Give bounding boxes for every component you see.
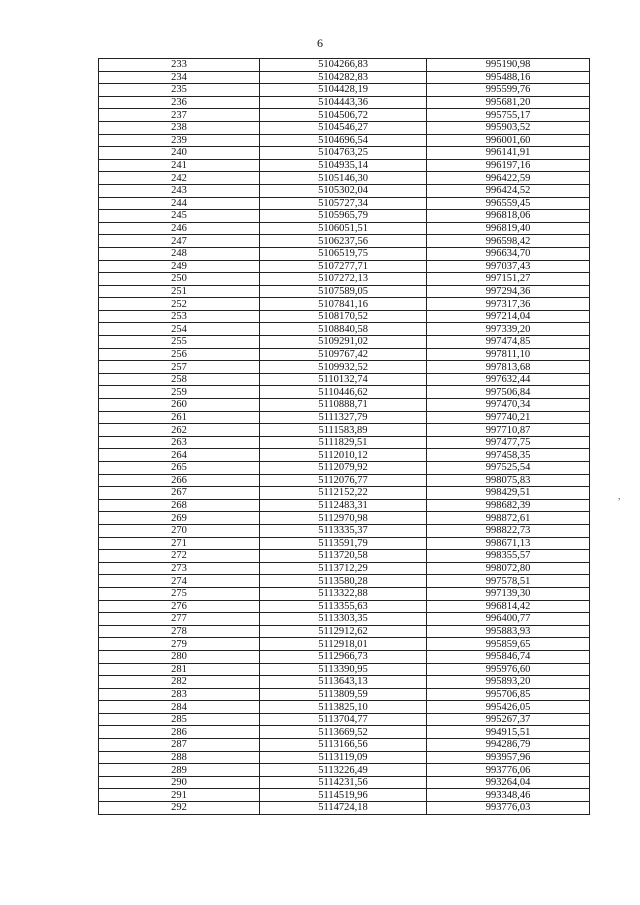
point-number-cell: 266 (99, 474, 260, 487)
table-row (99, 650, 590, 663)
table-row (99, 462, 590, 475)
x-coordinate-cell: 5112912,62 (260, 625, 427, 638)
x-coordinate-cell: 5104266,83 (260, 59, 427, 72)
x-coordinate-cell: 5107841,16 (260, 298, 427, 311)
x-coordinate-cell: 5113825,10 (260, 701, 427, 714)
y-coordinate-cell: 997710,87 (427, 424, 590, 437)
table-row (99, 373, 590, 386)
point-number-cell: 284 (99, 701, 260, 714)
table-row (99, 109, 590, 122)
table-row (99, 713, 590, 726)
point-number-cell: 252 (99, 298, 260, 311)
x-coordinate-cell: 5104696,54 (260, 134, 427, 147)
point-number-cell: 263 (99, 436, 260, 449)
point-number-cell: 285 (99, 713, 260, 726)
point-number-cell: 280 (99, 650, 260, 663)
point-number-cell: 238 (99, 121, 260, 134)
table-row (99, 59, 590, 72)
y-coordinate-cell: 997525,54 (427, 462, 590, 475)
table-row (99, 474, 590, 487)
table-row (99, 336, 590, 349)
table-row (99, 537, 590, 550)
x-coordinate-cell: 5106519,75 (260, 247, 427, 260)
x-coordinate-cell: 5112918,01 (260, 638, 427, 651)
point-number-cell: 254 (99, 323, 260, 336)
x-coordinate-cell: 5106051,51 (260, 222, 427, 235)
point-number-cell: 283 (99, 688, 260, 701)
point-number-cell: 261 (99, 411, 260, 424)
table-row (99, 487, 590, 500)
y-coordinate-cell: 998872,61 (427, 512, 590, 525)
y-coordinate-cell: 996818,06 (427, 210, 590, 223)
y-coordinate-cell: 995859,65 (427, 638, 590, 651)
y-coordinate-cell: 996001,60 (427, 134, 590, 147)
y-coordinate-cell: 995426,05 (427, 701, 590, 714)
x-coordinate-cell: 5104546,27 (260, 121, 427, 134)
table-row (99, 449, 590, 462)
x-coordinate-cell: 5107589,05 (260, 285, 427, 298)
y-coordinate-cell: 995706,85 (427, 688, 590, 701)
table-row (99, 701, 590, 714)
point-number-cell: 290 (99, 776, 260, 789)
y-coordinate-cell: 997470,34 (427, 399, 590, 412)
coordinates-table (98, 58, 590, 815)
y-coordinate-cell: 998072,80 (427, 562, 590, 575)
table-row (99, 247, 590, 260)
x-coordinate-cell: 5112970,98 (260, 512, 427, 525)
table-row (99, 550, 590, 563)
point-number-cell: 243 (99, 184, 260, 197)
table-row (99, 399, 590, 412)
y-coordinate-cell: 996422,59 (427, 172, 590, 185)
point-number-cell: 271 (99, 537, 260, 550)
table-row (99, 575, 590, 588)
table-row (99, 323, 590, 336)
table-row (99, 134, 590, 147)
point-number-cell: 241 (99, 159, 260, 172)
table-row (99, 776, 590, 789)
table-row (99, 764, 590, 777)
point-number-cell: 265 (99, 462, 260, 475)
y-coordinate-cell: 998075,83 (427, 474, 590, 487)
table-row (99, 638, 590, 651)
point-number-cell: 248 (99, 247, 260, 260)
table-row (99, 411, 590, 424)
y-coordinate-cell: 993957,96 (427, 751, 590, 764)
y-coordinate-cell: 995893,20 (427, 676, 590, 689)
x-coordinate-cell: 5104282,83 (260, 71, 427, 84)
point-number-cell: 272 (99, 550, 260, 563)
y-coordinate-cell: 997474,85 (427, 336, 590, 349)
x-coordinate-cell: 5112483,31 (260, 499, 427, 512)
y-coordinate-cell: 993348,46 (427, 789, 590, 802)
point-number-cell: 264 (99, 449, 260, 462)
table-row (99, 273, 590, 286)
x-coordinate-cell: 5108170,52 (260, 310, 427, 323)
table-row (99, 726, 590, 739)
x-coordinate-cell: 5104506,72 (260, 109, 427, 122)
y-coordinate-cell: 997294,36 (427, 285, 590, 298)
page-number: 6 (317, 36, 323, 50)
point-number-cell: 234 (99, 71, 260, 84)
x-coordinate-cell: 5109767,42 (260, 348, 427, 361)
x-coordinate-cell: 5104428,19 (260, 84, 427, 97)
x-coordinate-cell: 5114231,56 (260, 776, 427, 789)
x-coordinate-cell: 5113720,58 (260, 550, 427, 563)
y-coordinate-cell: 997477,75 (427, 436, 590, 449)
y-coordinate-cell: 993264,04 (427, 776, 590, 789)
point-number-cell: 260 (99, 399, 260, 412)
table-row (99, 424, 590, 437)
y-coordinate-cell: 995267,37 (427, 713, 590, 726)
table-row (99, 172, 590, 185)
y-coordinate-cell: 996141,91 (427, 147, 590, 160)
y-coordinate-cell: 997139,30 (427, 587, 590, 600)
x-coordinate-cell: 5105965,79 (260, 210, 427, 223)
point-number-cell: 258 (99, 373, 260, 386)
y-coordinate-cell: 997214,04 (427, 310, 590, 323)
y-coordinate-cell: 996559,45 (427, 197, 590, 210)
point-number-cell: 273 (99, 562, 260, 575)
table-row (99, 71, 590, 84)
table-row (99, 562, 590, 575)
x-coordinate-cell: 5106237,56 (260, 235, 427, 248)
x-coordinate-cell: 5114724,18 (260, 802, 427, 815)
x-coordinate-cell: 5110132,74 (260, 373, 427, 386)
x-coordinate-cell: 5113643,13 (260, 676, 427, 689)
x-coordinate-cell: 5104763,25 (260, 147, 427, 160)
y-coordinate-cell: 996598,42 (427, 235, 590, 248)
x-coordinate-cell: 5112079,92 (260, 462, 427, 475)
table-row (99, 663, 590, 676)
x-coordinate-cell: 5113322,88 (260, 587, 427, 600)
y-coordinate-cell: 997151,27 (427, 273, 590, 286)
x-coordinate-cell: 5113166,56 (260, 739, 427, 752)
point-number-cell: 291 (99, 789, 260, 802)
y-coordinate-cell: 996400,77 (427, 613, 590, 626)
table-row (99, 285, 590, 298)
table-row (99, 84, 590, 97)
point-number-cell: 276 (99, 600, 260, 613)
x-coordinate-cell: 5104935,14 (260, 159, 427, 172)
x-coordinate-cell: 5113390,95 (260, 663, 427, 676)
table-row (99, 676, 590, 689)
point-number-cell: 255 (99, 336, 260, 349)
point-number-cell: 245 (99, 210, 260, 223)
y-coordinate-cell: 996819,40 (427, 222, 590, 235)
table-row (99, 524, 590, 537)
x-coordinate-cell: 5109291,02 (260, 336, 427, 349)
table-row (99, 436, 590, 449)
point-number-cell: 253 (99, 310, 260, 323)
table-row (99, 147, 590, 160)
y-coordinate-cell: 995903,52 (427, 121, 590, 134)
table-row (99, 210, 590, 223)
y-coordinate-cell: 998429,51 (427, 487, 590, 500)
x-coordinate-cell: 5104443,36 (260, 96, 427, 109)
table-row (99, 197, 590, 210)
y-coordinate-cell: 995599,76 (427, 84, 590, 97)
y-coordinate-cell: 996424,52 (427, 184, 590, 197)
point-number-cell: 279 (99, 638, 260, 651)
table-row (99, 613, 590, 626)
x-coordinate-cell: 5113591,79 (260, 537, 427, 550)
y-coordinate-cell: 995883,93 (427, 625, 590, 638)
point-number-cell: 239 (99, 134, 260, 147)
point-number-cell: 242 (99, 172, 260, 185)
table-row (99, 512, 590, 525)
x-coordinate-cell: 5113809,59 (260, 688, 427, 701)
point-number-cell: 256 (99, 348, 260, 361)
point-number-cell: 269 (99, 512, 260, 525)
point-number-cell: 270 (99, 524, 260, 537)
y-coordinate-cell: 998671,13 (427, 537, 590, 550)
table-row (99, 751, 590, 764)
table-row (99, 587, 590, 600)
x-coordinate-cell: 5105727,34 (260, 197, 427, 210)
x-coordinate-cell: 5113119,09 (260, 751, 427, 764)
y-coordinate-cell: 997740,21 (427, 411, 590, 424)
point-number-cell: 257 (99, 361, 260, 374)
x-coordinate-cell: 5113226,49 (260, 764, 427, 777)
table-row (99, 96, 590, 109)
table-row (99, 121, 590, 134)
x-coordinate-cell: 5112152,22 (260, 487, 427, 500)
table-row (99, 184, 590, 197)
x-coordinate-cell: 5113355,63 (260, 600, 427, 613)
x-coordinate-cell: 5111583,89 (260, 424, 427, 437)
point-number-cell: 274 (99, 575, 260, 588)
point-number-cell: 277 (99, 613, 260, 626)
y-coordinate-cell: 997578,51 (427, 575, 590, 588)
point-number-cell: 287 (99, 739, 260, 752)
x-coordinate-cell: 5113712,29 (260, 562, 427, 575)
point-number-cell: 235 (99, 84, 260, 97)
y-coordinate-cell: 997506,84 (427, 386, 590, 399)
table-row (99, 386, 590, 399)
x-coordinate-cell: 5110446,62 (260, 386, 427, 399)
y-coordinate-cell: 995755,17 (427, 109, 590, 122)
y-coordinate-cell: 996814,42 (427, 600, 590, 613)
point-number-cell: 281 (99, 663, 260, 676)
table-row (99, 298, 590, 311)
table-row (99, 688, 590, 701)
table-row (99, 310, 590, 323)
x-coordinate-cell: 5113303,35 (260, 613, 427, 626)
y-coordinate-cell: 996197,16 (427, 159, 590, 172)
table-row (99, 348, 590, 361)
x-coordinate-cell: 5107272,13 (260, 273, 427, 286)
point-number-cell: 247 (99, 235, 260, 248)
y-coordinate-cell: 997317,36 (427, 298, 590, 311)
y-coordinate-cell: 998822,73 (427, 524, 590, 537)
x-coordinate-cell: 5112966,73 (260, 650, 427, 663)
y-coordinate-cell: 997339,20 (427, 323, 590, 336)
point-number-cell: 246 (99, 222, 260, 235)
x-coordinate-cell: 5114519,96 (260, 789, 427, 802)
point-number-cell: 286 (99, 726, 260, 739)
y-coordinate-cell: 993776,06 (427, 764, 590, 777)
point-number-cell: 240 (99, 147, 260, 160)
point-number-cell: 233 (99, 59, 260, 72)
x-coordinate-cell: 5112076,77 (260, 474, 427, 487)
y-coordinate-cell: 995681,20 (427, 96, 590, 109)
y-coordinate-cell: 996634,70 (427, 247, 590, 260)
x-coordinate-cell: 5113669,52 (260, 726, 427, 739)
point-number-cell: 236 (99, 96, 260, 109)
table-row (99, 499, 590, 512)
x-coordinate-cell: 5109932,52 (260, 361, 427, 374)
table-row (99, 361, 590, 374)
table-row (99, 600, 590, 613)
point-number-cell: 282 (99, 676, 260, 689)
y-coordinate-cell: 998355,57 (427, 550, 590, 563)
y-coordinate-cell: 997037,43 (427, 260, 590, 273)
x-coordinate-cell: 5111829,51 (260, 436, 427, 449)
y-coordinate-cell: 994915,51 (427, 726, 590, 739)
table-row (99, 222, 590, 235)
x-coordinate-cell: 5113335,37 (260, 524, 427, 537)
x-coordinate-cell: 5105146,30 (260, 172, 427, 185)
point-number-cell: 275 (99, 587, 260, 600)
table-row (99, 235, 590, 248)
point-number-cell: 249 (99, 260, 260, 273)
point-number-cell: 262 (99, 424, 260, 437)
point-number-cell: 292 (99, 802, 260, 815)
y-coordinate-cell: 993776,03 (427, 802, 590, 815)
y-coordinate-cell: 994286,79 (427, 739, 590, 752)
point-number-cell: 244 (99, 197, 260, 210)
table-row (99, 260, 590, 273)
point-number-cell: 267 (99, 487, 260, 500)
point-number-cell: 288 (99, 751, 260, 764)
y-coordinate-cell: 997811,10 (427, 348, 590, 361)
y-coordinate-cell: 995190,98 (427, 59, 590, 72)
point-number-cell: 268 (99, 499, 260, 512)
y-coordinate-cell: 998682,39 (427, 499, 590, 512)
x-coordinate-cell: 5110888,71 (260, 399, 427, 412)
x-coordinate-cell: 5105302,04 (260, 184, 427, 197)
coordinates-table-body (99, 59, 590, 815)
point-number-cell: 250 (99, 273, 260, 286)
table-row (99, 739, 590, 752)
y-coordinate-cell: 995976,60 (427, 663, 590, 676)
point-number-cell: 289 (99, 764, 260, 777)
y-coordinate-cell: 997458,35 (427, 449, 590, 462)
point-number-cell: 278 (99, 625, 260, 638)
y-coordinate-cell: 997632,44 (427, 373, 590, 386)
point-number-cell: 259 (99, 386, 260, 399)
table-row (99, 789, 590, 802)
point-number-cell: 237 (99, 109, 260, 122)
table-row (99, 159, 590, 172)
x-coordinate-cell: 5112010,12 (260, 449, 427, 462)
y-coordinate-cell: 995846,74 (427, 650, 590, 663)
x-coordinate-cell: 5107277,71 (260, 260, 427, 273)
x-coordinate-cell: 5108840,58 (260, 323, 427, 336)
x-coordinate-cell: 5111327,79 (260, 411, 427, 424)
margin-mark: , (618, 491, 621, 501)
y-coordinate-cell: 995488,16 (427, 71, 590, 84)
point-number-cell: 251 (99, 285, 260, 298)
y-coordinate-cell: 997813,68 (427, 361, 590, 374)
table-row (99, 625, 590, 638)
table-row (99, 802, 590, 815)
x-coordinate-cell: 5113704,77 (260, 713, 427, 726)
x-coordinate-cell: 5113580,28 (260, 575, 427, 588)
